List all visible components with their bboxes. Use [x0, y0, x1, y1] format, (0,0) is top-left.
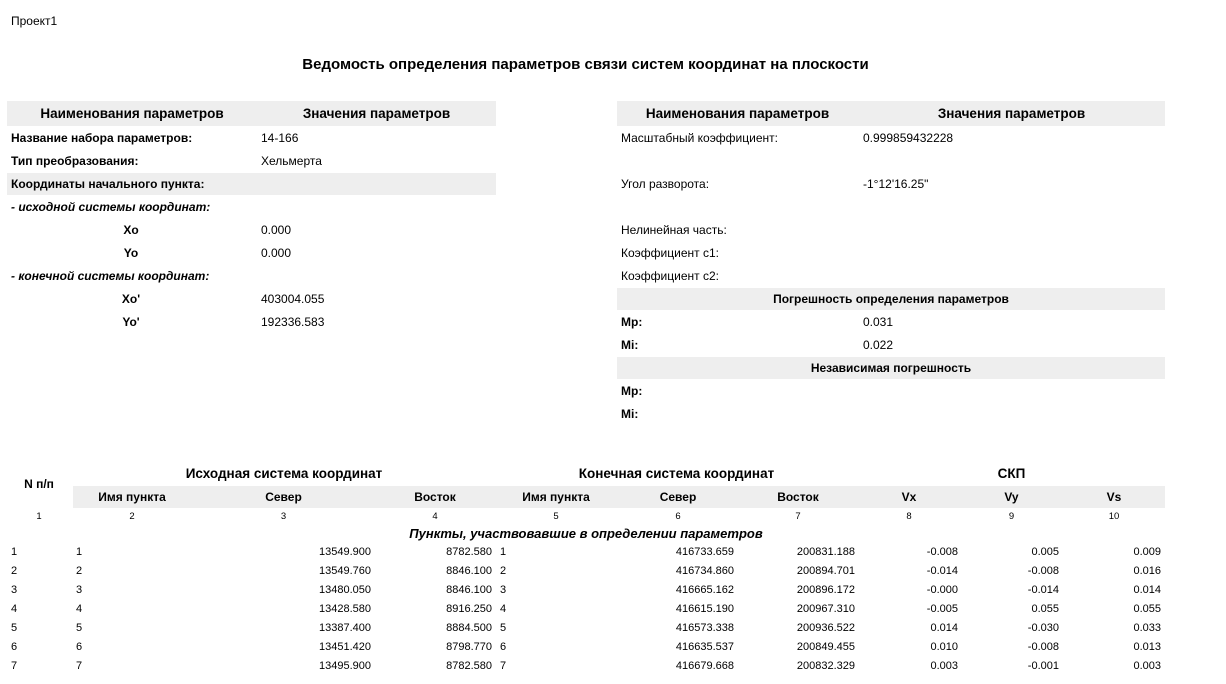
cell-vy: -0.014 [1027, 584, 1059, 596]
cell-vy: 0.005 [1031, 546, 1059, 558]
cell-east2: 200967.310 [796, 603, 855, 615]
mi-label: Mi: [621, 338, 639, 352]
x0-label: Xo [123, 223, 139, 237]
cell-name1: 4 [76, 603, 83, 615]
x0p-value: 403004.055 [261, 292, 325, 306]
cell-north1: 13495.900 [319, 660, 371, 672]
mp-value: 0.031 [863, 315, 894, 329]
cell-north1: 13451.420 [319, 641, 371, 653]
col-name1-header: Имя пункта [98, 490, 166, 504]
cell-vs: 0.014 [1133, 584, 1161, 596]
cell-north2: 416734.860 [675, 565, 734, 577]
cell-east1: 8846.100 [446, 584, 492, 596]
scale-label: Масштабный коэффициент: [621, 131, 778, 145]
cell-name2: 7 [500, 660, 507, 672]
cell-name1: 6 [76, 641, 83, 653]
cell-n: 5 [11, 622, 18, 634]
cell-name2: 5 [500, 622, 507, 634]
col-number: 3 [280, 511, 287, 522]
mi2-label: Mi: [621, 407, 639, 421]
cell-vx: -0.008 [926, 546, 958, 558]
cell-east1: 8916.250 [446, 603, 492, 615]
cell-north2: 416733.659 [675, 546, 734, 558]
c2-label: Коэффициент c2: [621, 269, 719, 283]
cell-vx: -0.005 [926, 603, 958, 615]
independent-header: Независимая погрешность [810, 361, 972, 375]
cell-east1: 8782.580 [446, 660, 492, 672]
cell-n: 1 [11, 546, 18, 558]
group-source-header: Исходная система координат [185, 466, 383, 481]
cell-name2: 6 [500, 641, 507, 653]
cell-east1: 8782.580 [446, 546, 492, 558]
cell-east2: 200849.455 [796, 641, 855, 653]
cell-n: 7 [11, 660, 18, 672]
cell-name2: 1 [500, 546, 507, 558]
col-north2-header: Север [659, 490, 697, 504]
scale-value: 0.999859432228 [863, 131, 954, 145]
x0p-label: Xo' [121, 292, 141, 306]
cell-vs: 0.016 [1133, 565, 1161, 577]
cell-name2: 2 [500, 565, 507, 577]
cell-vx: -0.014 [926, 565, 958, 577]
col-number: 2 [129, 511, 135, 522]
cell-north1: 13428.580 [319, 603, 371, 615]
right-header-value: Значения параметров [937, 106, 1086, 121]
cell-east2: 200936.522 [796, 622, 855, 634]
nonlinear-label: Нелинейная часть: [621, 223, 727, 237]
col-npp-header: N п/п [24, 477, 54, 491]
left-header-value: Значения параметров [302, 106, 451, 121]
cell-east1: 8846.100 [446, 565, 492, 577]
transform-value: Хельмерта [261, 154, 322, 168]
cell-north1: 13549.760 [319, 565, 371, 577]
col-number: 7 [795, 511, 801, 522]
cell-name1: 5 [76, 622, 83, 634]
col-number: 9 [1008, 511, 1015, 522]
cell-north2: 416665.162 [675, 584, 734, 596]
col-vs-header: Vs [1106, 490, 1122, 504]
group-rms-header: СКП [997, 466, 1026, 481]
cell-n: 2 [11, 565, 18, 577]
cell-north2: 416679.668 [675, 660, 734, 672]
cell-name1: 7 [76, 660, 83, 672]
col-vy-header: Vy [1004, 490, 1019, 504]
cell-north2: 416615.190 [675, 603, 734, 615]
cell-name1: 2 [76, 565, 83, 577]
cell-name2: 4 [500, 603, 507, 615]
y0p-value: 192336.583 [261, 315, 325, 329]
cell-vx: 0.010 [930, 641, 958, 653]
col-number: 10 [1108, 511, 1120, 522]
rotation-label: Угол разворота: [621, 177, 710, 191]
cell-vs: 0.003 [1133, 660, 1161, 672]
col-east1-header: Восток [414, 490, 456, 504]
y0p-label: Yo' [122, 315, 140, 329]
mi-value: 0.022 [863, 338, 894, 352]
rotation-value: -1°12'16.25" [863, 177, 929, 191]
col-number: 5 [553, 511, 559, 522]
transform-label: Тип преобразования: [11, 154, 139, 168]
right-header-name: Наименования параметров [645, 106, 830, 121]
col-east2-header: Восток [777, 490, 819, 504]
cell-east2: 200832.329 [796, 660, 855, 672]
cell-vx: 0.014 [930, 622, 958, 634]
cell-vy: 0.055 [1031, 603, 1059, 615]
col-number: 6 [675, 511, 681, 522]
c1-label: Коэффициент c1: [621, 246, 719, 260]
col-vx-header: Vx [901, 490, 917, 504]
cell-east1: 8884.500 [446, 622, 492, 634]
cell-name1: 1 [76, 546, 83, 558]
col-name2-header: Имя пункта [522, 490, 590, 504]
target-system-label: - конечной системы координат: [11, 269, 210, 283]
cell-north1: 13549.900 [319, 546, 371, 558]
left-header-name: Наименования параметров [40, 106, 224, 121]
cell-vy: -0.030 [1027, 622, 1059, 634]
cell-north1: 13480.050 [319, 584, 371, 596]
col-number: 4 [432, 511, 438, 522]
cell-north2: 416635.537 [675, 641, 734, 653]
cell-vy: -0.008 [1027, 565, 1059, 577]
cell-vx: -0.000 [926, 584, 958, 596]
param-set-value: 14-166 [261, 131, 299, 145]
param-set-label: Название набора параметров: [11, 131, 193, 145]
col-north1-header: Север [265, 490, 302, 504]
cell-north1: 13387.400 [319, 622, 371, 634]
x0-value: 0.000 [261, 223, 292, 237]
col-number: 1 [36, 511, 42, 522]
cell-vs: 0.009 [1133, 546, 1161, 558]
cell-vx: 0.003 [930, 660, 958, 672]
y0-value: 0.000 [261, 246, 292, 260]
mp2-label: Mp: [621, 384, 643, 398]
cell-east2: 200894.701 [796, 565, 855, 577]
cell-n: 6 [11, 641, 18, 653]
page-title: Ведомость определения параметров связи систем координат на плоскости [302, 56, 869, 73]
cell-vy: -0.001 [1027, 660, 1059, 672]
cell-n: 4 [11, 603, 18, 615]
accuracy-header: Погрешность определения параметров [773, 292, 1009, 306]
cell-east1: 8798.770 [446, 641, 492, 653]
cell-vy: -0.008 [1027, 641, 1059, 653]
y0-label: Yo [123, 246, 139, 260]
source-system-label: - исходной системы координат: [11, 200, 211, 214]
cell-vs: 0.055 [1133, 603, 1161, 615]
cell-east2: 200896.172 [796, 584, 855, 596]
cell-name1: 3 [76, 584, 83, 596]
cell-vs: 0.013 [1133, 641, 1161, 653]
section-title: Пункты, участвовавшие в определении параметров [409, 526, 763, 541]
mp-label: Mp: [621, 315, 643, 329]
cell-east2: 200831.188 [796, 546, 855, 558]
cell-n: 3 [11, 584, 18, 596]
origin-label: Координаты начального пункта: [11, 177, 205, 191]
group-target-header: Конечная система координат [578, 466, 775, 481]
cell-name2: 3 [500, 584, 507, 596]
cell-vs: 0.033 [1133, 622, 1161, 634]
col-number: 8 [906, 511, 912, 522]
cell-north2: 416573.338 [675, 622, 734, 634]
project-name: Проект1 [11, 14, 58, 28]
